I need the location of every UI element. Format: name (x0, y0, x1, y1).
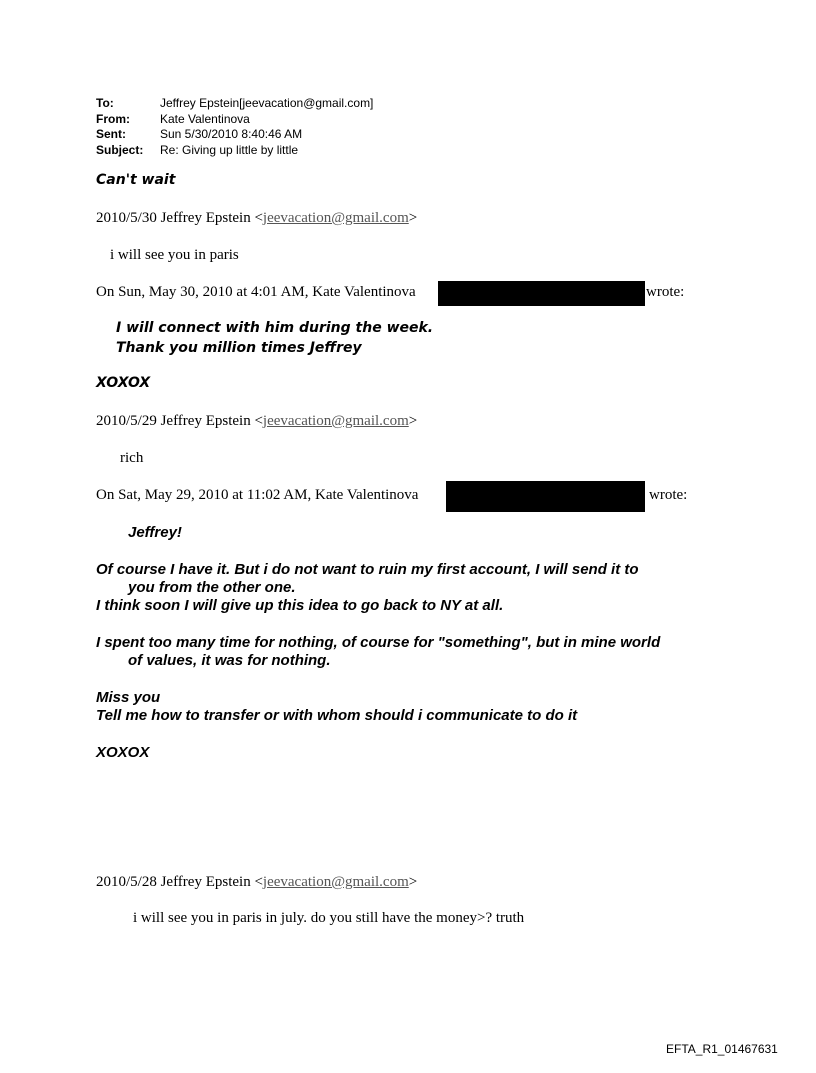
message-line: I spent too many time for nothing, of course for "something", but in mine world (96, 634, 661, 651)
quote-attribution-3 (96, 874, 417, 891)
quote-attribution-suffix: > (408, 874, 418, 890)
message-line: I think soon I will give up this idea to go back to NY at all. (96, 597, 504, 614)
message-line: you from the other one. (128, 579, 296, 596)
message-line: Miss you (96, 689, 161, 706)
quoted-text-3: i will see you in paris in july. do you still have the money>? truth (133, 910, 525, 926)
to-label: To: (96, 96, 114, 110)
email-link[interactable]: jeevacation@gmail.com (262, 210, 409, 226)
email-link[interactable]: jeevacation@gmail.com (262, 874, 409, 890)
to-row (96, 96, 373, 112)
email-link[interactable]: jeevacation@gmail.com (262, 413, 409, 429)
sent-value: Sun 5/30/2010 8:40:46 AM (160, 127, 303, 141)
subject-label: Subject: (96, 142, 144, 157)
document-id: EFTA_R1_01467631 (666, 1042, 778, 1056)
signoff: XOXOX (96, 744, 150, 761)
quote-attribution-prefix: 2010/5/29 Jeffrey Epstein < (96, 413, 263, 429)
quote-attribution-2 (96, 413, 417, 430)
subject-value: Re: Giving up little by little (160, 142, 299, 157)
message-greeting: Jeffrey! (128, 524, 182, 541)
subject-row (96, 143, 373, 159)
message-line: Thank you million times Jeffrey (116, 340, 362, 356)
wrote-label: wrote: (649, 487, 688, 503)
quote-attribution-suffix: > (408, 210, 418, 226)
quoted-text-2: rich (120, 450, 144, 466)
quote-attribution-prefix: 2010/5/28 Jeffrey Epstein < (96, 874, 263, 890)
message-line: Of course I have it. But i do not want to ruin my first account, I will send it to (96, 561, 639, 578)
redaction-box (438, 281, 645, 306)
quote-attribution-prefix: 2010/5/30 Jeffrey Epstein < (96, 210, 263, 226)
quote-attribution-suffix: > (408, 413, 418, 429)
message-line: I will connect with him during the week. (116, 320, 434, 336)
sent-row (96, 127, 373, 143)
from-label: From: (96, 111, 130, 126)
message-attribution-1: On Sun, May 30, 2010 at 4:01 AM, Kate Valentinova (96, 284, 416, 300)
quote-attribution-1 (96, 210, 417, 227)
redaction-box (446, 481, 645, 512)
from-value: Kate Valentinova (160, 111, 250, 126)
sent-label: Sent: (96, 127, 126, 141)
wrote-label: wrote: (646, 284, 685, 300)
from-row (96, 112, 373, 128)
message-line: Tell me how to transfer or with whom should i communicate to do it (96, 707, 578, 724)
message-attribution-2: On Sat, May 29, 2010 at 11:02 AM, Kate Valentinova (96, 487, 419, 503)
reply-text: Can't wait (96, 172, 176, 188)
signoff: XOXOX (96, 375, 151, 391)
to-value: Jeffrey Epstein[jeevacation@gmail.com] (160, 96, 374, 110)
message-line: of values, it was for nothing. (128, 652, 331, 669)
email-header (96, 96, 373, 158)
quoted-text-1: i will see you in paris (110, 247, 239, 263)
